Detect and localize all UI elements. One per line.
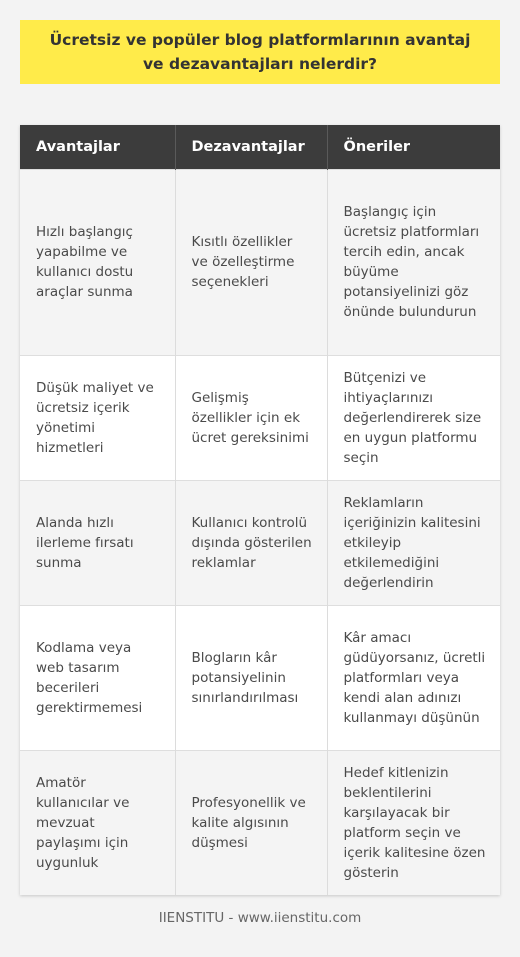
advantage-cell: Alanda hızlı ilerleme fırsatı sunma <box>20 480 175 605</box>
recommendation-cell: Reklamların içeriğinizin kalitesini etkileyip etkilemediğini değerlendirin <box>327 480 500 605</box>
table-row <box>20 480 500 605</box>
advantage-cell: Amatör kullanıcılar ve mevzuat paylaşımı için uygunluk <box>20 750 175 895</box>
header-disadvantages: Dezavantajlar <box>175 125 327 169</box>
table-row <box>20 750 500 895</box>
recommendation-cell: Hedef kitlenizin beklentilerini karşılayacak bir platform seçin ve içerik kalitesine özen gösterin <box>327 750 500 895</box>
table-header-row <box>20 125 500 169</box>
recommendation-cell: Kâr amacı güdüyorsanız, ücretli platformları veya kendi alan adınızı kullanmayı düşünün <box>327 605 500 750</box>
recommendation-cell: Bütçenizi ve ihtiyaçlarınızı değerlendirerek size en uygun platformu seçin <box>327 355 500 480</box>
table-row <box>20 355 500 480</box>
table-row <box>20 605 500 750</box>
page-title: Ücretsiz ve popüler blog platformlarının avantaj ve dezavantajları nelerdir? <box>49 31 471 73</box>
disadvantage-cell: Kullanıcı kontrolü dışında gösterilen reklamlar <box>175 480 327 605</box>
header-advantages: Avantajlar <box>20 125 175 169</box>
recommendation-cell: Başlangıç için ücretsiz platformları tercih edin, ancak büyüme potansiyelinizi göz önünde bulundurun <box>327 169 500 355</box>
advantage-cell: Hızlı başlangıç yapabilme ve kullanıcı dostu araçlar sunma <box>20 169 175 355</box>
disadvantage-cell: Gelişmiş özellikler için ek ücret gereksinimi <box>175 355 327 480</box>
advantage-cell: Düşük maliyet ve ücretsiz içerik yönetimi hizmetleri <box>20 355 175 480</box>
comparison-table <box>20 125 500 895</box>
header-recommendations: Öneriler <box>327 125 500 169</box>
footer-credit: IIENSTITU - www.iienstitu.com <box>158 910 362 926</box>
title-banner <box>20 20 500 84</box>
advantage-cell: Kodlama veya web tasarım becerileri gerektirmemesi <box>20 605 175 750</box>
table-row <box>20 169 500 355</box>
disadvantage-cell: Profesyonellik ve kalite algısının düşmesi <box>175 750 327 895</box>
disadvantage-cell: Blogların kâr potansiyelinin sınırlandırılması <box>175 605 327 750</box>
disadvantage-cell: Kısıtlı özellikler ve özelleştirme seçenekleri <box>175 169 327 355</box>
